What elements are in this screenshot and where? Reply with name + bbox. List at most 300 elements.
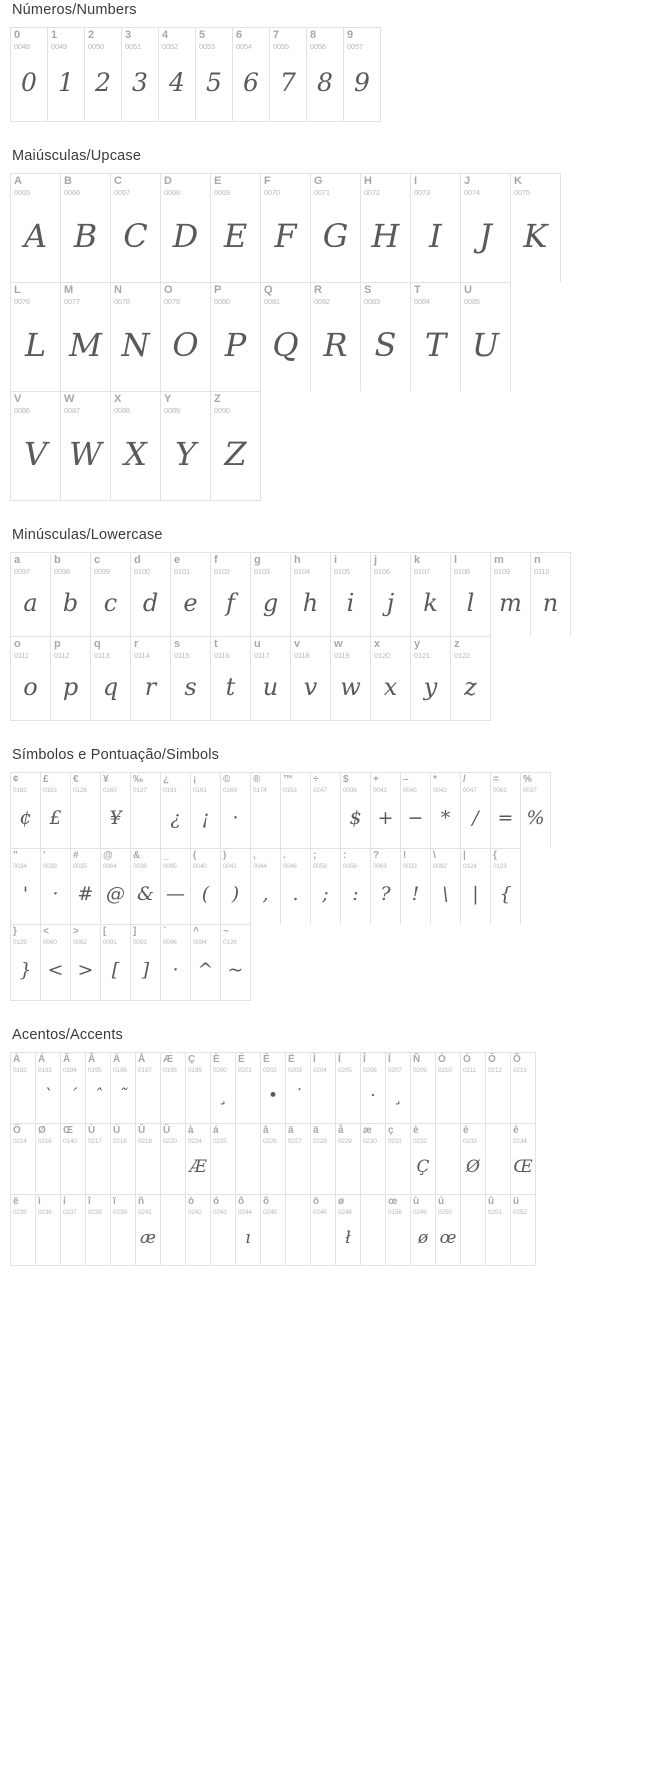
glyph-cell[interactable] bbox=[11, 283, 61, 391]
glyph-cell[interactable] bbox=[401, 849, 431, 924]
glyph-grid bbox=[10, 173, 651, 501]
glyph-code-label: 0111 bbox=[14, 651, 29, 660]
glyph-cell[interactable] bbox=[511, 1053, 536, 1123]
glyph-cell[interactable] bbox=[11, 637, 51, 720]
glyph-preview bbox=[286, 1146, 310, 1195]
glyph-preview bbox=[161, 1146, 185, 1195]
glyph-code-label: 0041 bbox=[223, 863, 237, 870]
glyph-cell[interactable] bbox=[11, 849, 41, 924]
glyph-cell[interactable] bbox=[11, 553, 51, 636]
glyph-cell[interactable] bbox=[111, 1053, 136, 1123]
glyph-code-label: 0225 bbox=[213, 1138, 227, 1145]
glyph-cell[interactable] bbox=[36, 1124, 61, 1194]
glyph-cell[interactable] bbox=[11, 392, 61, 500]
glyph-char-label: í bbox=[63, 1196, 66, 1207]
glyph-cell[interactable] bbox=[311, 1124, 336, 1194]
glyph-cell-header bbox=[261, 283, 310, 306]
glyph-cell[interactable] bbox=[211, 637, 251, 720]
glyph-cell[interactable] bbox=[71, 773, 101, 848]
glyph-code-label: 0128 bbox=[73, 787, 87, 794]
glyph-cell[interactable] bbox=[91, 637, 131, 720]
glyph-char-label: 1 bbox=[51, 29, 58, 41]
glyph-cell-header bbox=[411, 1124, 435, 1146]
glyph-grid bbox=[10, 27, 651, 122]
glyph-char-label: Ò bbox=[438, 1054, 446, 1065]
glyph-code-label: 0094 bbox=[193, 939, 207, 946]
glyph-cell-header bbox=[11, 637, 50, 660]
glyph-cell-header bbox=[186, 1124, 210, 1146]
glyph-code-label: 0099 bbox=[94, 567, 110, 576]
glyph-cell[interactable] bbox=[236, 1053, 261, 1123]
glyph-cell[interactable] bbox=[211, 1124, 236, 1194]
glyph-cell[interactable] bbox=[11, 773, 41, 848]
glyph-cell[interactable] bbox=[161, 392, 211, 500]
glyph-char-label: Ú bbox=[113, 1125, 121, 1136]
glyph-code-label: 0072 bbox=[364, 188, 380, 197]
glyph-char-label: s bbox=[174, 638, 181, 650]
glyph-cell[interactable] bbox=[461, 773, 491, 848]
glyph-cell[interactable] bbox=[61, 174, 111, 282]
glyph-cell[interactable] bbox=[51, 553, 91, 636]
glyph-cell[interactable] bbox=[307, 28, 344, 121]
glyph-char-label: e bbox=[174, 554, 181, 566]
glyph-preview: & bbox=[137, 883, 154, 906]
glyph-cell[interactable] bbox=[486, 1195, 511, 1265]
glyph-cell[interactable] bbox=[111, 1195, 136, 1265]
glyph-cell[interactable] bbox=[461, 1053, 486, 1123]
glyph-cell-header bbox=[311, 1195, 335, 1217]
glyph-code-label: 0047 bbox=[463, 787, 477, 794]
glyph-cell[interactable] bbox=[221, 925, 251, 1000]
glyph-preview: u bbox=[262, 672, 279, 701]
glyph-char-label: h bbox=[294, 554, 301, 566]
glyph-preview: A bbox=[23, 217, 48, 256]
glyph-preview: ! bbox=[411, 883, 420, 906]
glyph-cell-header bbox=[86, 1124, 110, 1146]
glyph-cell[interactable] bbox=[61, 1195, 86, 1265]
glyph-cell[interactable] bbox=[111, 283, 161, 391]
glyph-cell[interactable] bbox=[161, 1195, 186, 1265]
sections-container bbox=[10, 2, 651, 1266]
glyph-preview: q bbox=[102, 672, 119, 701]
glyph-preview: v bbox=[303, 672, 318, 701]
glyph-cell[interactable] bbox=[161, 925, 191, 1000]
glyph-cell[interactable] bbox=[11, 1053, 36, 1123]
glyph-cell[interactable] bbox=[131, 637, 171, 720]
glyph-cell-header bbox=[211, 392, 260, 415]
glyph-preview: p bbox=[62, 672, 79, 701]
glyph-char-label: 6 bbox=[236, 29, 243, 41]
glyph-cell-header bbox=[386, 1053, 410, 1075]
glyph-grid bbox=[10, 1052, 651, 1266]
glyph-cell[interactable] bbox=[101, 925, 131, 1000]
glyph-cell[interactable] bbox=[386, 1195, 411, 1265]
glyph-cell[interactable] bbox=[401, 773, 431, 848]
glyph-cell[interactable] bbox=[101, 773, 131, 848]
glyph-preview: [ bbox=[111, 959, 120, 982]
glyph-cell[interactable] bbox=[261, 283, 311, 391]
glyph-cell[interactable] bbox=[281, 773, 311, 848]
glyph-cell-header bbox=[131, 849, 160, 871]
glyph-cell[interactable] bbox=[221, 773, 251, 848]
glyph-cell[interactable] bbox=[236, 1124, 261, 1194]
glyph-cell[interactable] bbox=[186, 1195, 211, 1265]
glyph-cell-header bbox=[311, 773, 340, 795]
glyph-cell[interactable] bbox=[270, 28, 307, 121]
glyph-cell[interactable] bbox=[236, 1195, 261, 1265]
glyph-cell[interactable] bbox=[131, 925, 161, 1000]
glyph-cell[interactable] bbox=[361, 1053, 386, 1123]
glyph-cell[interactable] bbox=[191, 849, 221, 924]
glyph-cell[interactable] bbox=[331, 637, 371, 720]
glyph-cell[interactable] bbox=[311, 773, 341, 848]
glyph-cell-header bbox=[411, 637, 450, 660]
glyph-preview: ˆ bbox=[93, 1085, 103, 1106]
glyph-cell[interactable] bbox=[511, 1195, 536, 1265]
glyph-char-label: Ñ bbox=[413, 1054, 421, 1065]
glyph-cell[interactable] bbox=[411, 553, 451, 636]
glyph-cell-header bbox=[61, 392, 110, 415]
glyph-code-label: 0252 bbox=[513, 1209, 527, 1216]
glyph-cell[interactable] bbox=[41, 773, 71, 848]
glyph-cell[interactable] bbox=[261, 1053, 286, 1123]
glyph-preview bbox=[251, 795, 280, 849]
glyph-char-label: } bbox=[13, 926, 17, 937]
glyph-cell[interactable] bbox=[186, 1124, 211, 1194]
glyph-char-label: ä bbox=[288, 1125, 294, 1136]
glyph-cell[interactable] bbox=[411, 1124, 436, 1194]
glyph-cell-header bbox=[311, 283, 360, 306]
glyph-cell-header bbox=[61, 1195, 85, 1217]
glyph-cell[interactable] bbox=[41, 925, 71, 1000]
glyph-code-label: 0217 bbox=[88, 1138, 102, 1145]
glyph-cell[interactable] bbox=[71, 925, 101, 1000]
glyph-cell-header bbox=[71, 849, 100, 871]
glyph-preview bbox=[461, 1210, 485, 1265]
glyph-cell[interactable] bbox=[211, 1195, 236, 1265]
glyph-cell-header bbox=[136, 1124, 160, 1146]
glyph-code-label: 0054 bbox=[236, 42, 252, 51]
glyph-cell-header bbox=[161, 1195, 185, 1210]
glyph-cell[interactable] bbox=[61, 1124, 86, 1194]
glyph-cell[interactable] bbox=[211, 174, 261, 282]
glyph-cell[interactable] bbox=[91, 553, 131, 636]
glyph-code-label: 0033 bbox=[403, 863, 417, 870]
glyph-cell[interactable] bbox=[371, 553, 411, 636]
glyph-cell[interactable] bbox=[11, 1195, 36, 1265]
glyph-code-label: 0232 bbox=[413, 1138, 427, 1145]
glyph-cell[interactable] bbox=[251, 849, 281, 924]
glyph-cell[interactable] bbox=[111, 392, 161, 500]
glyph-cell[interactable] bbox=[286, 1124, 311, 1194]
glyph-code-label: 0043 bbox=[373, 787, 387, 794]
glyph-cell[interactable] bbox=[161, 174, 211, 282]
glyph-cell[interactable] bbox=[344, 28, 381, 121]
glyph-cell[interactable] bbox=[361, 174, 411, 282]
glyph-cell[interactable] bbox=[411, 174, 461, 282]
glyph-cell[interactable] bbox=[161, 1124, 186, 1194]
glyph-row bbox=[10, 173, 561, 282]
glyph-cell-header bbox=[48, 28, 84, 51]
glyph-cell[interactable] bbox=[461, 283, 511, 391]
glyph-cell[interactable] bbox=[233, 28, 270, 121]
glyph-cell[interactable] bbox=[411, 1053, 436, 1123]
glyph-cell[interactable] bbox=[451, 637, 491, 720]
glyph-cell[interactable] bbox=[211, 1053, 236, 1123]
glyph-char-label: ê bbox=[513, 1125, 519, 1136]
glyph-cell-header bbox=[411, 283, 460, 306]
glyph-code-label: 0065 bbox=[14, 188, 30, 197]
glyph-cell-header bbox=[291, 553, 330, 576]
glyph-code-label: 0125 bbox=[13, 939, 27, 946]
section-symbols bbox=[10, 747, 651, 1001]
glyph-cell[interactable] bbox=[371, 637, 411, 720]
glyph-cell[interactable] bbox=[291, 637, 331, 720]
glyph-cell[interactable] bbox=[161, 773, 191, 848]
glyph-cell-header bbox=[261, 1053, 285, 1075]
glyph-preview bbox=[311, 1146, 335, 1195]
glyph-cell[interactable] bbox=[436, 1124, 461, 1194]
glyph-row bbox=[10, 924, 251, 1001]
glyph-cell[interactable] bbox=[331, 553, 371, 636]
glyph-cell[interactable] bbox=[86, 1124, 111, 1194]
glyph-cell-header bbox=[136, 1195, 160, 1217]
glyph-cell[interactable] bbox=[261, 1124, 286, 1194]
glyph-cell[interactable] bbox=[41, 849, 71, 924]
glyph-cell[interactable] bbox=[311, 174, 361, 282]
glyph-preview: 9 bbox=[354, 68, 370, 98]
glyph-cell[interactable] bbox=[122, 28, 159, 121]
glyph-char-label: ' bbox=[43, 850, 46, 861]
glyph-cell[interactable] bbox=[531, 553, 571, 636]
glyph-cell[interactable] bbox=[371, 849, 401, 924]
glyph-cell[interactable] bbox=[36, 1195, 61, 1265]
glyph-cell-header bbox=[211, 1053, 235, 1075]
glyph-cell[interactable] bbox=[86, 1195, 111, 1265]
glyph-cell-header bbox=[401, 773, 430, 795]
glyph-cell[interactable] bbox=[261, 174, 311, 282]
glyph-char-label: è bbox=[413, 1125, 419, 1136]
glyph-cell[interactable] bbox=[311, 849, 341, 924]
glyph-cell[interactable] bbox=[36, 1053, 61, 1123]
glyph-cell[interactable] bbox=[491, 849, 521, 924]
glyph-cell-header bbox=[171, 637, 210, 660]
glyph-preview: , bbox=[262, 883, 269, 906]
glyph-cell[interactable] bbox=[341, 849, 371, 924]
glyph-code-label: 0093 bbox=[133, 939, 147, 946]
glyph-cell[interactable] bbox=[491, 773, 521, 848]
glyph-preview: # bbox=[77, 883, 94, 906]
glyph-char-label: L bbox=[14, 284, 21, 296]
glyph-cell-header bbox=[461, 1124, 485, 1146]
glyph-preview: J bbox=[479, 217, 492, 256]
glyph-char-label bbox=[288, 1197, 308, 1210]
glyph-preview bbox=[336, 1075, 360, 1124]
glyph-cell-header bbox=[11, 773, 40, 795]
glyph-char-label: € bbox=[73, 774, 79, 785]
glyph-cell[interactable] bbox=[291, 553, 331, 636]
glyph-cell[interactable] bbox=[336, 1124, 361, 1194]
glyph-char-label: Ë bbox=[288, 1054, 295, 1065]
glyph-preview: K bbox=[523, 217, 548, 256]
glyph-cell-header bbox=[211, 174, 260, 197]
glyph-cell[interactable] bbox=[521, 773, 551, 848]
glyph-cell[interactable] bbox=[48, 28, 85, 121]
glyph-cell[interactable] bbox=[461, 1195, 486, 1265]
glyph-char-label bbox=[438, 1126, 458, 1139]
glyph-code-label: 0137 bbox=[133, 787, 147, 794]
glyph-cell[interactable] bbox=[131, 553, 171, 636]
glyph-char-label: d bbox=[134, 554, 141, 566]
glyph-preview bbox=[311, 795, 340, 849]
glyph-char-label: v bbox=[294, 638, 301, 650]
glyph-cell[interactable] bbox=[511, 174, 561, 282]
glyph-cell[interactable] bbox=[261, 1195, 286, 1265]
glyph-code-label: 0224 bbox=[188, 1138, 202, 1145]
glyph-cell[interactable] bbox=[11, 28, 48, 121]
glyph-cell-header bbox=[511, 1124, 535, 1146]
glyph-cell[interactable] bbox=[361, 283, 411, 391]
glyph-cell[interactable] bbox=[211, 553, 251, 636]
glyph-char-label: ù bbox=[413, 1196, 420, 1207]
glyph-cell[interactable] bbox=[311, 1195, 336, 1265]
glyph-cell[interactable] bbox=[461, 849, 491, 924]
glyph-preview: b bbox=[62, 588, 79, 617]
glyph-cell[interactable] bbox=[136, 1195, 161, 1265]
glyph-cell[interactable] bbox=[431, 773, 461, 848]
glyph-cell[interactable] bbox=[491, 553, 531, 636]
glyph-cell[interactable] bbox=[451, 553, 491, 636]
glyph-cell[interactable] bbox=[161, 1053, 186, 1123]
glyph-code-label: 0046 bbox=[283, 863, 297, 870]
glyph-cell[interactable] bbox=[411, 283, 461, 391]
glyph-char-label: ¥ bbox=[103, 774, 109, 785]
glyph-preview bbox=[386, 1146, 410, 1195]
glyph-cell[interactable] bbox=[71, 849, 101, 924]
glyph-char-label: Z bbox=[214, 393, 221, 405]
glyph-cell[interactable] bbox=[111, 1124, 136, 1194]
glyph-cell[interactable] bbox=[159, 28, 196, 121]
glyph-cell[interactable] bbox=[311, 1053, 336, 1123]
glyph-cell[interactable] bbox=[336, 1195, 361, 1265]
glyph-cell[interactable] bbox=[251, 773, 281, 848]
glyph-cell[interactable] bbox=[311, 283, 361, 391]
glyph-cell[interactable] bbox=[371, 773, 401, 848]
glyph-code-label: 0194 bbox=[63, 1067, 77, 1074]
glyph-cell-header bbox=[371, 849, 400, 871]
glyph-cell[interactable] bbox=[386, 1124, 411, 1194]
glyph-cell[interactable] bbox=[161, 283, 211, 391]
glyph-cell[interactable] bbox=[196, 28, 233, 121]
glyph-cell[interactable] bbox=[11, 925, 41, 1000]
glyph-code-label: 0103 bbox=[254, 567, 270, 576]
glyph-code-label: 0040 bbox=[193, 863, 207, 870]
glyph-cell[interactable] bbox=[286, 1053, 311, 1123]
glyph-cell[interactable] bbox=[171, 553, 211, 636]
glyph-cell[interactable] bbox=[431, 849, 461, 924]
glyph-cell[interactable] bbox=[386, 1053, 411, 1123]
glyph-cell[interactable] bbox=[251, 637, 291, 720]
glyph-preview: r bbox=[144, 672, 157, 701]
glyph-cell[interactable] bbox=[51, 637, 91, 720]
glyph-cell[interactable] bbox=[361, 1124, 386, 1194]
glyph-cell[interactable] bbox=[61, 283, 111, 391]
glyph-cell[interactable] bbox=[101, 849, 131, 924]
glyph-cell-header bbox=[491, 773, 520, 795]
glyph-code-label: 0057 bbox=[347, 42, 363, 51]
glyph-cell[interactable] bbox=[85, 28, 122, 121]
glyph-cell[interactable] bbox=[361, 1195, 386, 1265]
glyph-cell[interactable] bbox=[486, 1053, 511, 1123]
glyph-cell[interactable] bbox=[191, 925, 221, 1000]
glyph-cell[interactable] bbox=[131, 849, 161, 924]
glyph-cell[interactable] bbox=[511, 1124, 536, 1194]
glyph-char-label: j bbox=[374, 554, 378, 566]
glyph-preview bbox=[361, 1146, 385, 1195]
glyph-cell[interactable] bbox=[136, 1124, 161, 1194]
glyph-code-label: 0169 bbox=[223, 787, 237, 794]
glyph-cell[interactable] bbox=[131, 773, 161, 848]
glyph-cell-header bbox=[122, 28, 158, 51]
glyph-cell[interactable] bbox=[486, 1124, 511, 1194]
glyph-cell[interactable] bbox=[461, 174, 511, 282]
glyph-cell[interactable] bbox=[336, 1053, 361, 1123]
glyph-code-label: 0241 bbox=[138, 1209, 152, 1216]
glyph-cell[interactable] bbox=[86, 1053, 111, 1123]
glyph-cell[interactable] bbox=[61, 392, 111, 500]
glyph-char-label: H bbox=[364, 175, 372, 187]
glyph-cell[interactable] bbox=[191, 773, 221, 848]
glyph-preview bbox=[61, 1146, 85, 1195]
glyph-char-label: n bbox=[534, 554, 541, 566]
glyph-preview: = bbox=[497, 807, 514, 830]
glyph-cell[interactable] bbox=[436, 1195, 461, 1265]
glyph-cell[interactable] bbox=[136, 1053, 161, 1123]
glyph-cell[interactable] bbox=[281, 849, 311, 924]
glyph-cell[interactable] bbox=[161, 849, 191, 924]
glyph-cell[interactable] bbox=[341, 773, 371, 848]
glyph-cell[interactable] bbox=[461, 1124, 486, 1194]
glyph-cell[interactable] bbox=[111, 174, 161, 282]
glyph-cell[interactable] bbox=[221, 849, 251, 924]
glyph-cell-header bbox=[251, 553, 290, 576]
glyph-cell[interactable] bbox=[61, 1053, 86, 1123]
glyph-cell[interactable] bbox=[186, 1053, 211, 1123]
glyph-cell-header bbox=[186, 1195, 210, 1217]
glyph-char-label: 8 bbox=[310, 29, 317, 41]
glyph-cell[interactable] bbox=[11, 1124, 36, 1194]
glyph-preview bbox=[86, 1217, 110, 1266]
glyph-cell[interactable] bbox=[211, 283, 261, 391]
glyph-cell[interactable] bbox=[211, 392, 261, 500]
glyph-cell[interactable] bbox=[171, 637, 211, 720]
glyph-cell[interactable] bbox=[251, 553, 291, 636]
glyph-code-label: 0207 bbox=[388, 1067, 402, 1074]
glyph-code-label: 0236 bbox=[38, 1209, 52, 1216]
glyph-preview: V bbox=[23, 435, 48, 474]
glyph-cell[interactable] bbox=[411, 637, 451, 720]
glyph-cell[interactable] bbox=[411, 1195, 436, 1265]
glyph-cell[interactable] bbox=[11, 174, 61, 282]
glyph-cell[interactable] bbox=[436, 1053, 461, 1123]
glyph-cell-header bbox=[161, 283, 210, 306]
glyph-cell[interactable] bbox=[286, 1195, 311, 1265]
glyph-cell-header bbox=[161, 392, 210, 415]
glyph-preview: U bbox=[472, 326, 499, 365]
glyph-cell-header bbox=[221, 849, 250, 871]
glyph-code-label: 0209 bbox=[413, 1067, 427, 1074]
glyph-char-label: ] bbox=[133, 926, 137, 937]
